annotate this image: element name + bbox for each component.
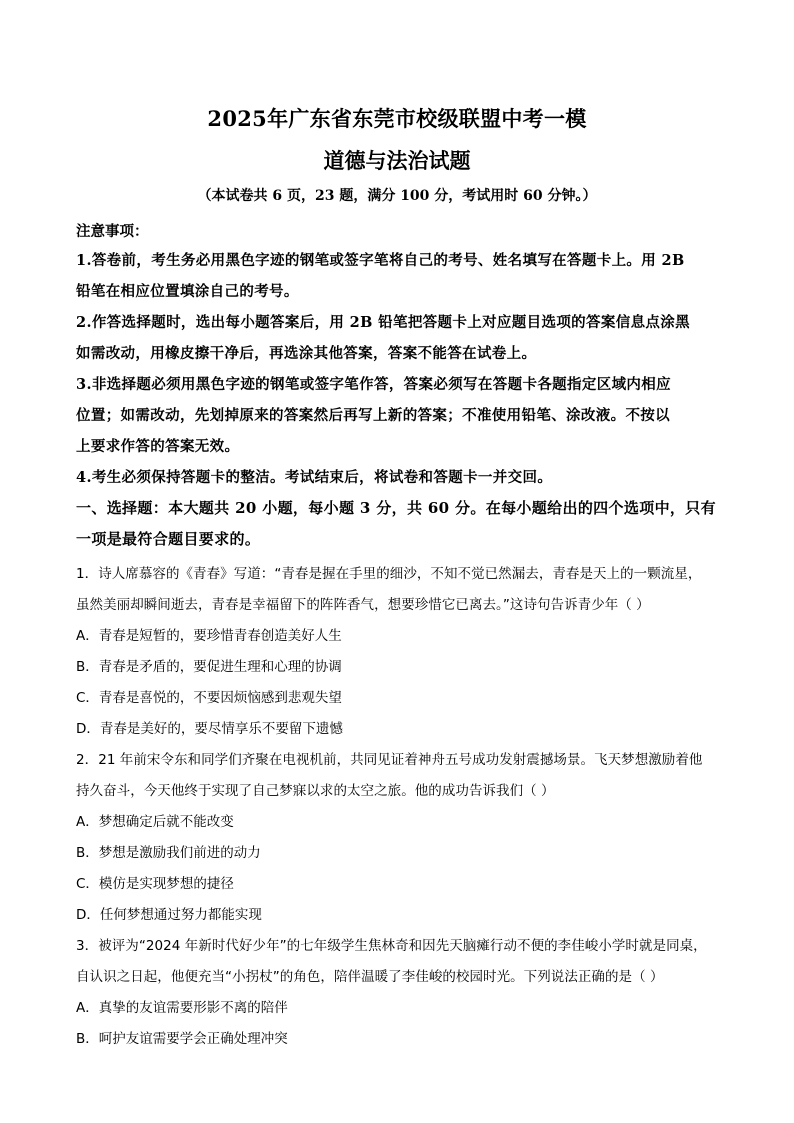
- exam-title: 2025年广东省东莞市校级联盟中考一模: [207, 106, 587, 131]
- answer-option: D．青春是美好的，要尽情享乐不要留下遗憾: [76, 721, 343, 737]
- notice-line: 如需改动，用橡皮擦干净后，再选涂其他答案，答案不能答在试卷上。: [76, 345, 537, 362]
- question-stem: 3．被评为“2024 年新时代好少年”的七年级学生焦林奇和因先天脑瘫行动不便的李佳峻小学时就是同桌，: [76, 938, 707, 954]
- notice-line: 1.答卷前，考生务必用黑色字迹的钢笔或签字笔将自己的考号、姓名填写在答题卡上。用 2B: [76, 252, 685, 269]
- notice-line: 上要求作答的答案无效。: [76, 438, 240, 455]
- notice-line: 4.考生必须保持答题卡的整洁。考试结束后，将试卷和答题卡一并交回。: [76, 469, 553, 486]
- section-heading-cont: 一项是最符合题目要求的。: [76, 530, 261, 548]
- answer-option: A．青春是短暂的，要珍惜青春创造美好人生: [76, 628, 342, 644]
- notice-line: 3.非选择题必须用黑色字迹的钢笔或签字笔作答，答案必须写在答题卡各题指定区域内相应: [76, 376, 671, 393]
- notice-heading: 注意事项：: [76, 223, 149, 240]
- question-stem: 虽然美丽却瞬间逝去，青春是幸福留下的阵阵香气，想要珍惜它已离去。”这诗句告诉青少年（ ）: [76, 597, 650, 613]
- section-heading: 一、选择题：本大题共 20 小题，每小题 3 分，共 60 分。在每小题给出的四个选项中，只有: [76, 499, 716, 517]
- question-stem: 2．21 年前宋令东和同学们齐聚在电视机前，共同见证着神舟五号成功发射震撼场景。飞天梦想激励着他: [76, 752, 703, 768]
- answer-option: A．真挚的友谊需要形影不离的陪伴: [76, 1000, 288, 1016]
- answer-option: C．青春是喜悦的，不要因烦恼感到悲观失望: [76, 690, 342, 706]
- answer-option: D．任何梦想通过努力都能实现: [76, 907, 262, 923]
- exam-info: （本试卷共 6 页，23 题，满分 100 分，考试用时 60 分钟。）: [197, 188, 597, 204]
- notice-line: 2.作答选择题时，选出每小题答案后，用 2B 铅笔把答题卡上对应题目选项的答案信息点涂黑: [76, 314, 690, 331]
- exam-subject-title: 道德与法治试题: [323, 148, 471, 173]
- answer-option: B．梦想是激励我们前进的动力: [76, 845, 261, 861]
- notice-line: 铅笔在相应位置填涂自己的考号。: [76, 283, 299, 300]
- question-stem: 自认识之日起，他便充当“小拐杖”的角色，陪伴温暖了李佳峻的校园时光。下列说法正确的是（ ）: [76, 969, 664, 985]
- answer-option: C．模仿是实现梦想的捷径: [76, 876, 234, 892]
- question-stem: 持久奋斗，今天他终于实现了自己梦寐以求的太空之旅。他的成功告诉我们（ ）: [76, 783, 555, 799]
- answer-option: B．青春是矛盾的，要促进生理和心理的协调: [76, 659, 342, 675]
- answer-option: B．呵护友谊需要学会正确处理冲突: [76, 1031, 288, 1047]
- notice-line: 位置；如需改动，先划掉原来的答案然后再写上新的答案；不准使用铅笔、涂改液。不按以: [76, 407, 670, 424]
- question-stem: 1．诗人席慕容的《青春》写道：“青春是握在手里的细沙，不知不觉已然漏去，青春是天上的一颗流星，: [76, 566, 702, 582]
- answer-option: A．梦想确定后就不能改变: [76, 814, 234, 830]
